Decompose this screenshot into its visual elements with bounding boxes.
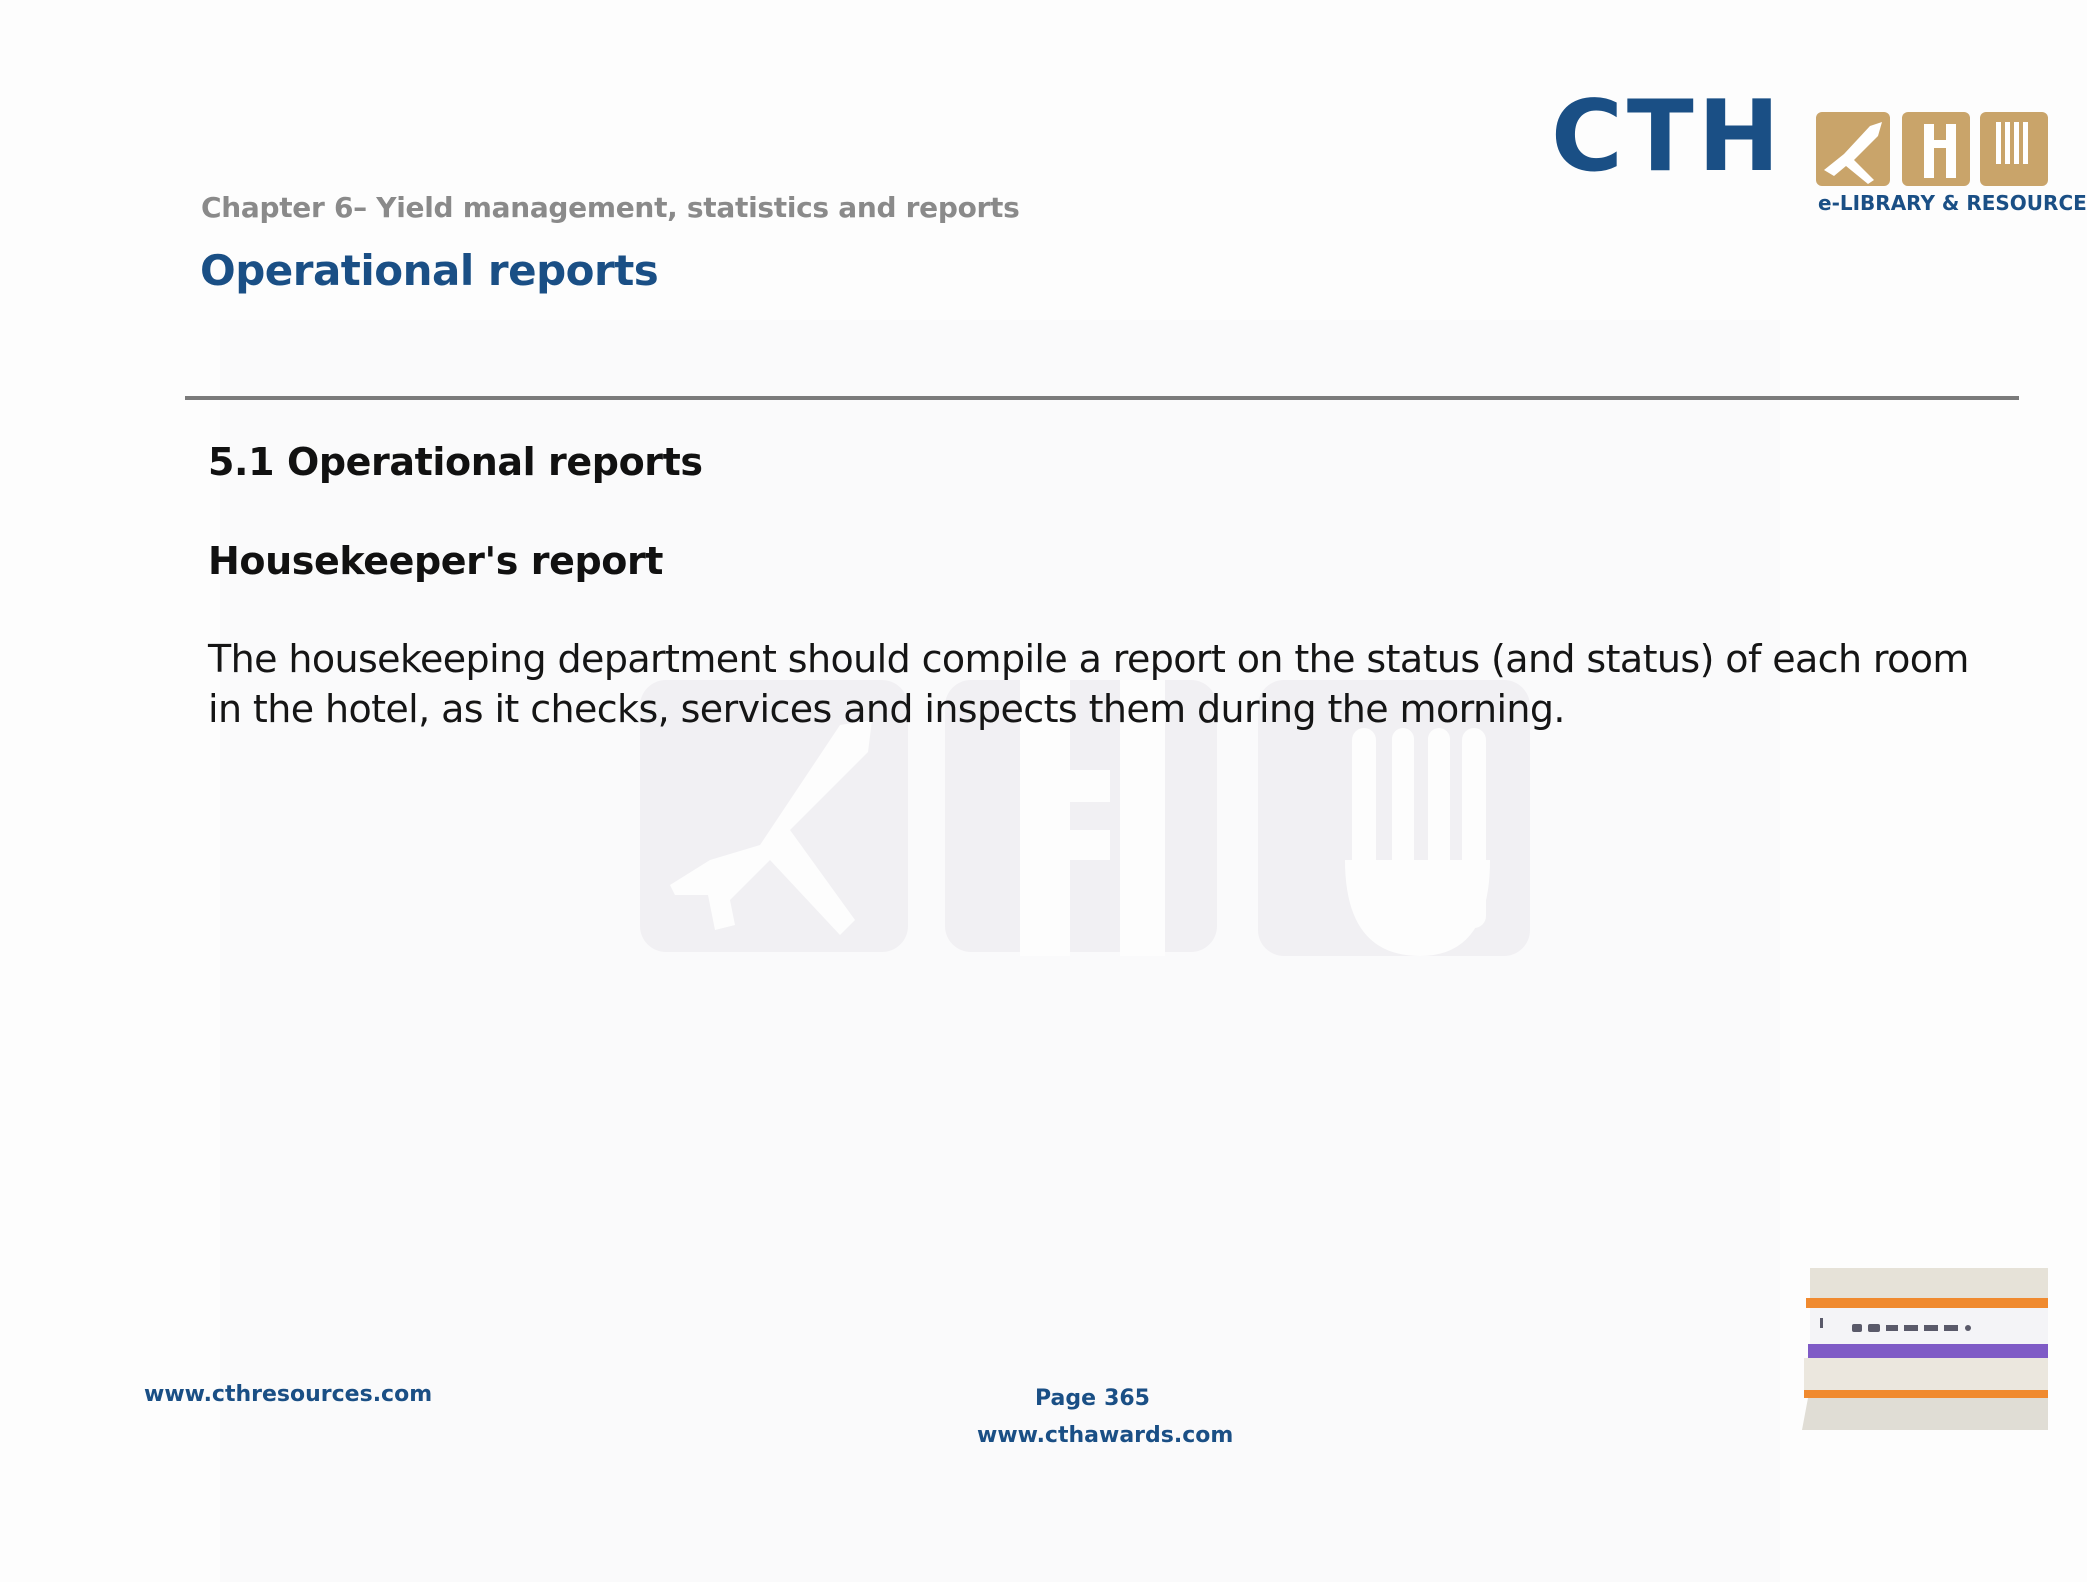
page-number-value: 365 — [1104, 1386, 1150, 1411]
footer-awards-link[interactable]: www.cthawards.com — [977, 1423, 1234, 1448]
page-title: Operational reports — [200, 246, 659, 295]
subsection-heading: Housekeeper's report — [208, 539, 664, 583]
page-number-label: Page — [1035, 1386, 1097, 1411]
footer-resources-link[interactable]: www.cthresources.com — [144, 1382, 433, 1407]
books-illustration — [1800, 1262, 2048, 1432]
body-paragraph: The housekeeping department should compile a report on the status (and status) of each room in the hotel, as it checks, services and inspects them during the morning. — [208, 637, 1969, 731]
section-heading: 5.1 Operational reports — [208, 440, 703, 484]
header-divider — [185, 396, 2019, 400]
brand-logo-tagline: e-LIBRARY & RESOURCE — [1818, 191, 2087, 215]
chapter-title: Chapter 6– Yield management, statistics and reports — [201, 191, 1020, 224]
brand-logo-text: CTH — [1551, 80, 1784, 194]
page-number — [1035, 1386, 1150, 1411]
